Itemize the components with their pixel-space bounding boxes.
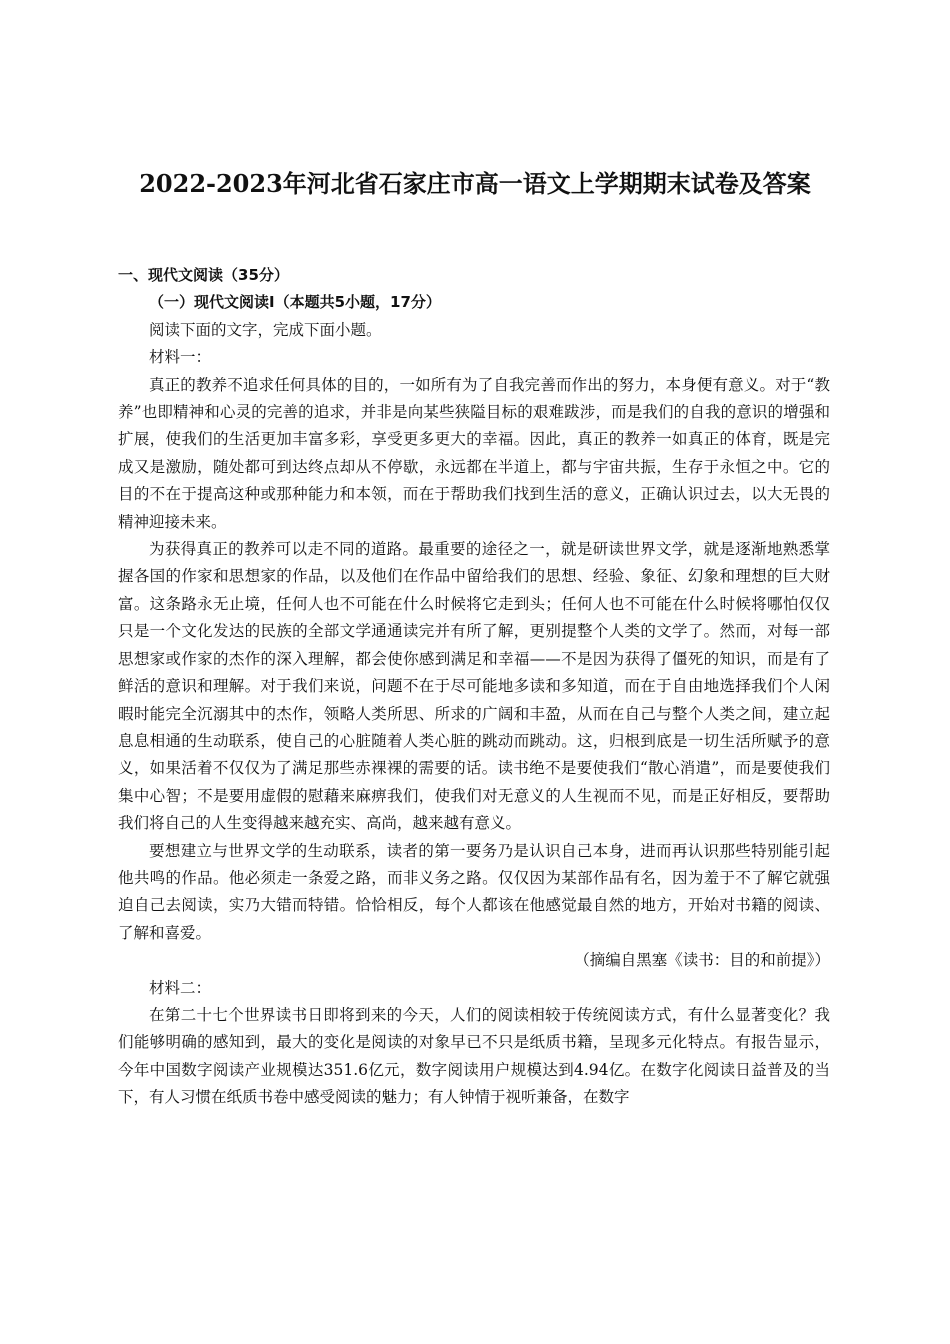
subsection-heading: （一）现代文阅读Ⅰ（本题共5小题，17分）	[149, 293, 441, 312]
document-body	[118, 262, 830, 1112]
material-two-paragraph: 在第二十七个世界读书日即将到来的今天，人们的阅读相较于传统阅读方式，有什么显著变化？我们能够明确的感知到，最大的变化是阅读的对象早已不只是纸质书籍，呈现多元化特点。有报告显示，今年中国数字阅读产业规模达351.6亿元，数字阅读用户规模达到4.94亿。在数字化阅读日益普及的当下，有人习惯在纸质书卷中感受阅读的魅力；有人钟情于视听兼备，在数字	[118, 1005, 830, 1107]
material-one-paragraph: 真正的教养不追求任何具体的目的，一如所有为了自我完善而作出的努力，本身便有意义。对于“教养”也即精神和心灵的完善的追求，并非是向某些狭隘目标的艰难跋涉，而是我们的自我的意识的增强和扩展，使我们的生活更加丰富多彩，享受更多更大的幸福。因此，真正的教养一如真正的体育，既是完成又是激励，随处都可到达终点却从不停歇，永远都在半道上，都与宇宙共振，生存于永恒之中。它的目的不在于提高这种或那种能力和本领，而在于帮助我们找到生活的意义，正确认识过去，以大无畏的精神迎接未来。	[118, 375, 830, 531]
material-two-label: 材料二：	[149, 978, 212, 997]
material-one-source: （摘编自黑塞《读书：目的和前提》）	[574, 951, 830, 970]
material-one-paragraph: 要想建立与世界文学的生动联系，读者的第一要务乃是认识自己本身，进而再认识那些特别能引起他共鸣的作品。他必须走一条爱之路，而非义务之路。仅仅因为某部作品有名，因为羞于不了解它就强迫自己去阅读，实乃大错而特错。恰恰相反，每个人都该在他感觉最自然的地方，开始对书籍的阅读、了解和喜爱。	[118, 841, 830, 942]
section-heading: 一、现代文阅读（35分）	[118, 266, 289, 284]
document-title: 2022-2023年河北省石家庄市高一语文上学期期末试卷及答案	[139, 169, 811, 198]
material-one-label: 材料一：	[149, 348, 212, 367]
reading-instruction: 阅读下面的文字，完成下面小题。	[149, 320, 382, 339]
material-one-paragraph: 为获得真正的教养可以走不同的道路。最重要的途径之一，就是研读世界文学，就是逐渐地熟悉掌握各国的作家和思想家的作品，以及他们在作品中留给我们的思想、经验、象征、幻象和理想的巨大财富。这条路永无止境，任何人也不可能在什么时候将它走到头；任何人也不可能在什么时候将哪怕仅仅只是一个文化发达的民族的全部文学通通读完并有所了解，更别提整个人类的文学了。然而，对每一部思想家或作家的杰作的深入理解，都会使你感到满足和幸福——不是因为获得了僵死的知识，而是有了鲜活的意识和理解。对于我们来说，问题不在于尽可能地多读和多知道，而在于自由地选择我们个人闲暇时能完全沉溺其中的杰作，领略人类所思、所求的广阔和丰盈，从而在自己与整个人类之间，建立起息息相通的生动联系，使自己的心脏随着人类心脏的跳动而跳动。这，归根到底是一切生活所赋予的意义，如果活着不仅仅为了满足那些赤裸裸的需要的话。读书绝不是要使我们“散心消遣”，而是要使我们集中心智；不是要用虚假的慰藉来麻痹我们，使我们对无意义的人生视而不见，而是正好相反，要帮助我们将自己的人生变得越来越充实、高尚，越来越有意义。	[118, 540, 830, 833]
